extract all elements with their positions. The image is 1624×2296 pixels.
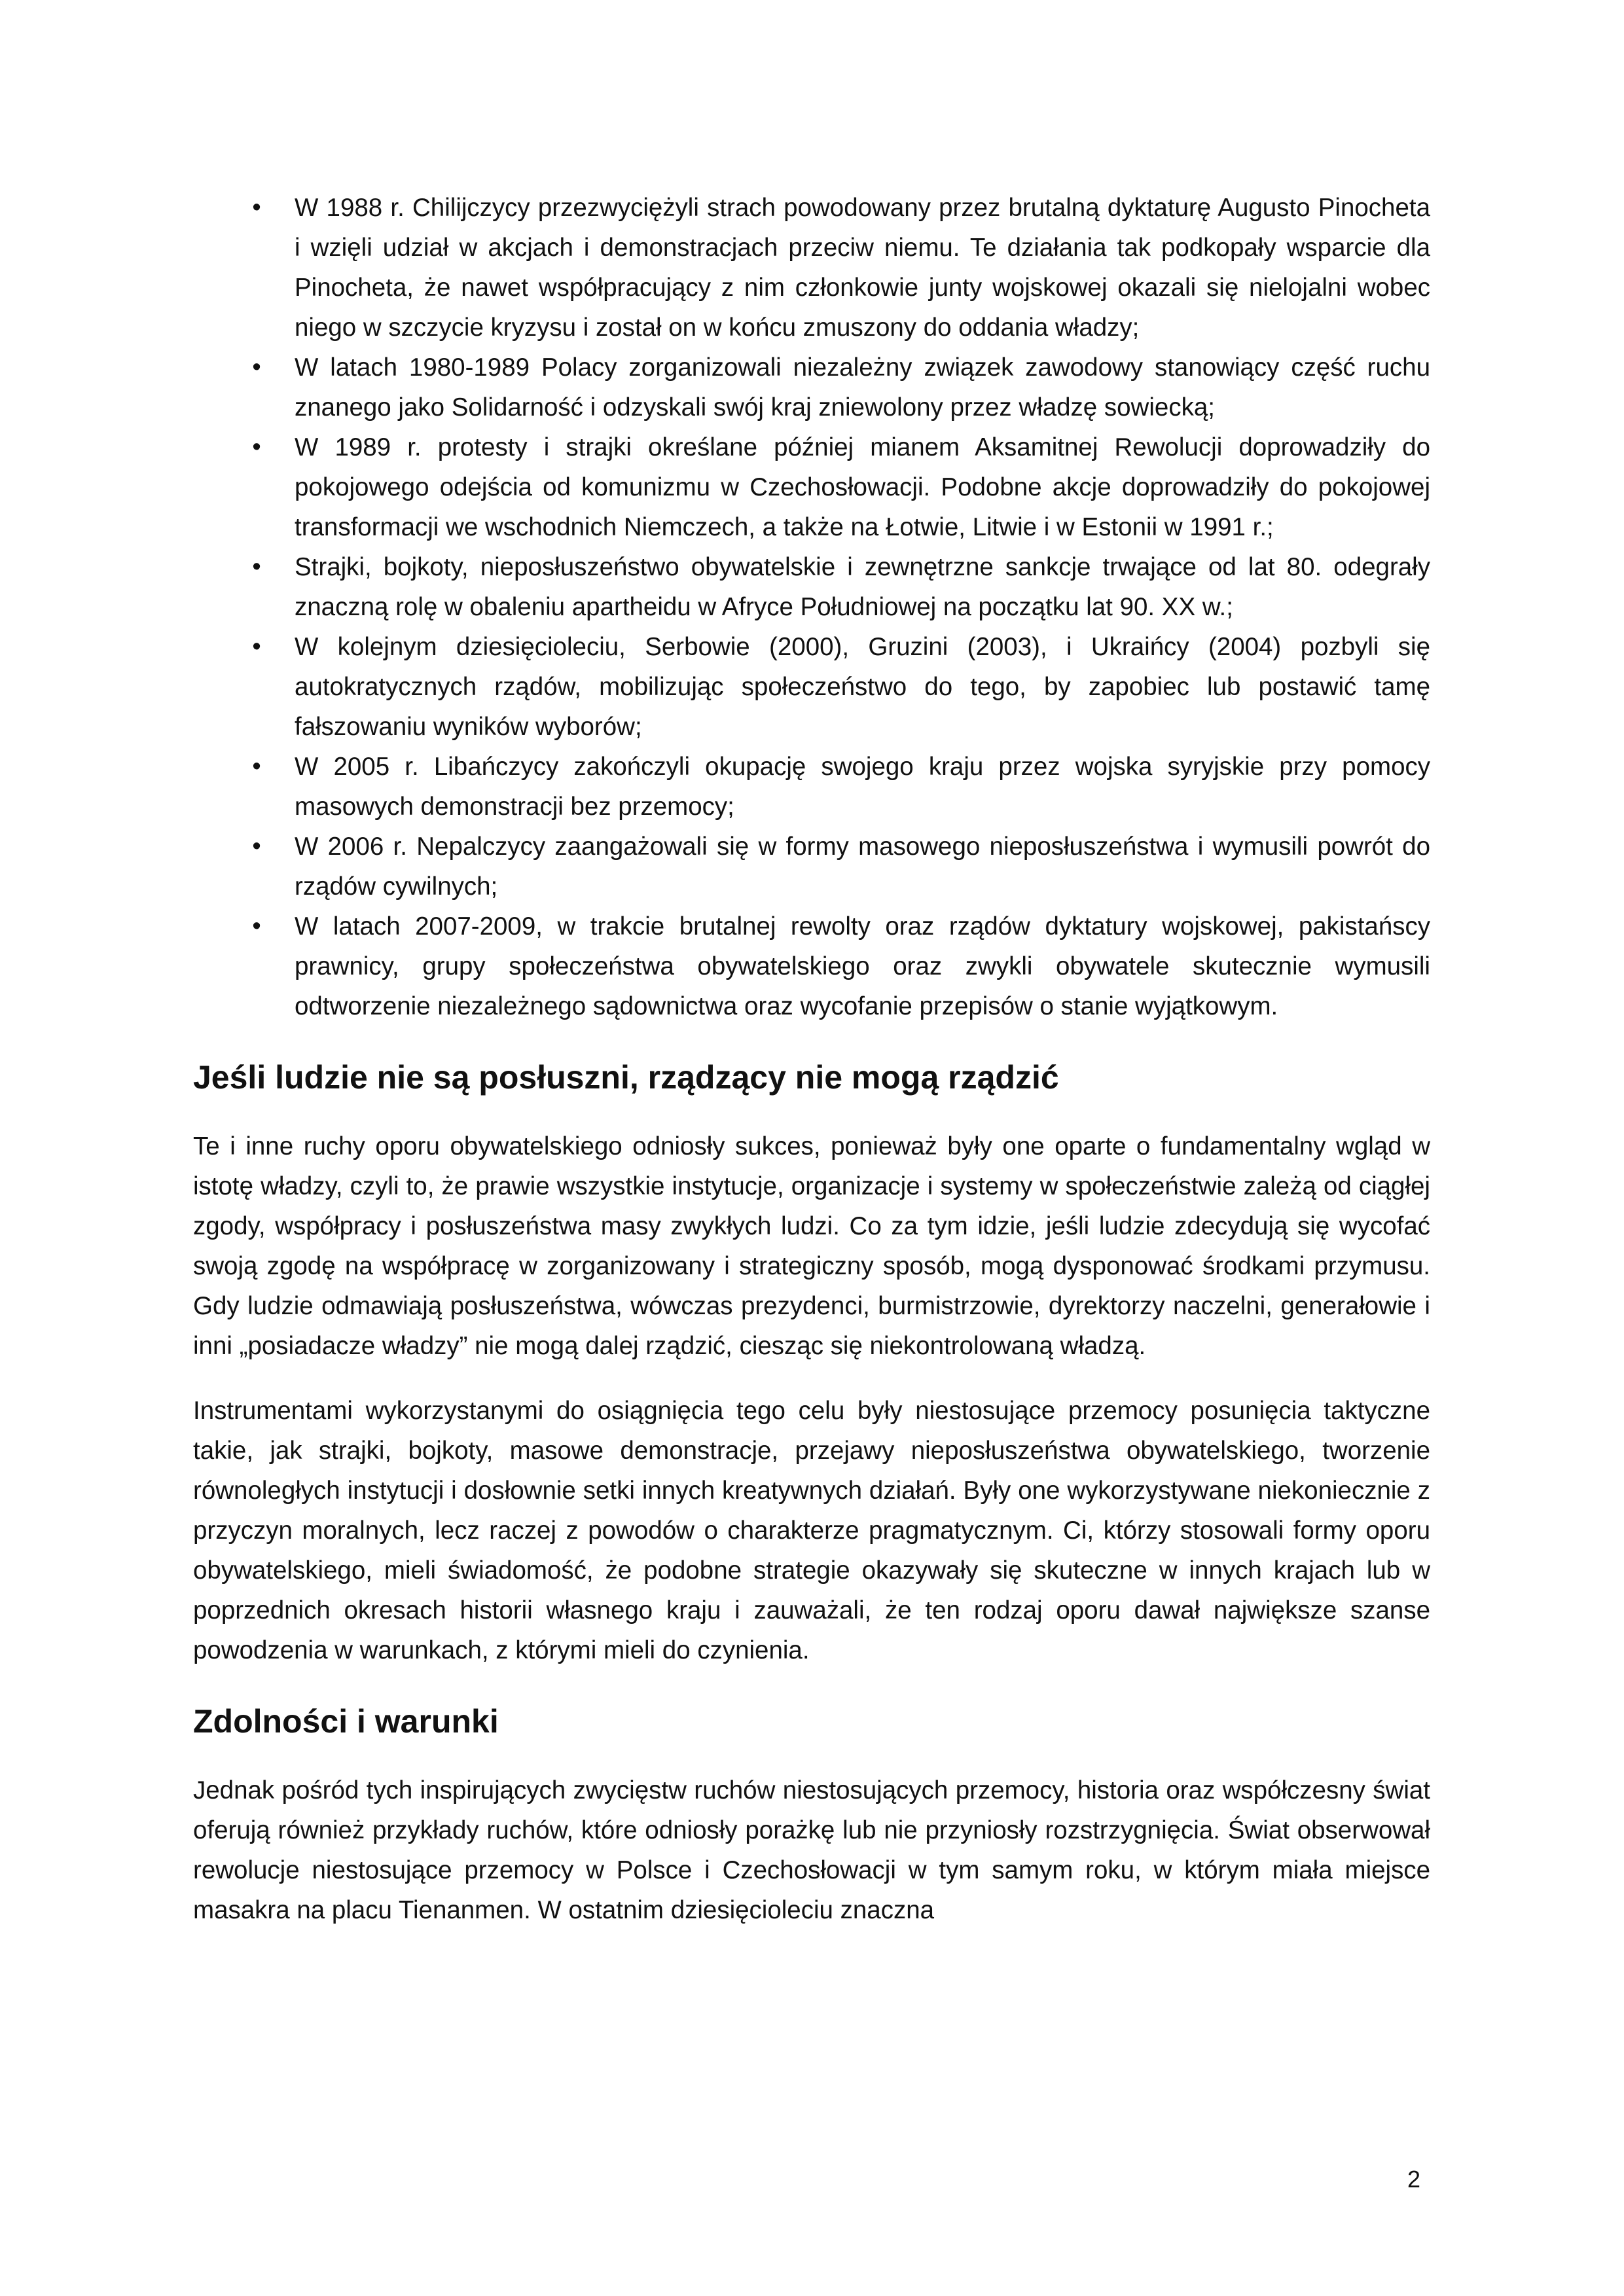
list-item xyxy=(193,747,1430,827)
paragraph: Instrumentami wykorzystanymi do osiągnięcia tego celu były niestosujące przemocy posunięcia taktyczne takie, jak strajki, bojkoty, masowe demonstracje, przejawy nieposłuszeństwa obywatelskiego, tworzenie równoległych instytucji i dosłownie setki innych kreatywnych działań. Były one wykorzystywane niekoniecznie z przyczyn moralnych, lecz raczej z powodów o charakterze pragmatycznym. Ci, którzy stosowali formy oporu obywatelskiego, mieli świadomość, że podobne strategie okazywały się skuteczne w innych krajach lub w poprzednich okresach historii własnego kraju i zauważali, że ten rodzaj oporu dawał największe szanse powodzenia w warunkach, z którymi mieli do czynienia. xyxy=(193,1397,1430,1664)
list-item xyxy=(193,188,1430,348)
bullet-icon: • xyxy=(252,753,261,780)
bullet-icon: • xyxy=(252,633,261,660)
list-item xyxy=(193,627,1430,747)
bullet-icon: • xyxy=(252,353,261,381)
list-item-text: W 2006 r. Nepalczycy zaangażowali się w formy masowego nieposłuszeństwa i wymusili powrót do rządów cywilnych; xyxy=(295,833,1430,901)
bullet-icon: • xyxy=(252,833,261,860)
paragraph: Te i inne ruchy oporu obywatelskiego odniosły sukces, ponieważ były one oparte o fundamentalny wgląd w istotę władzy, czyli to, że prawie wszystkie instytucje, organizacje i systemy w społeczeństwie zależą od ciągłej zgody, współpracy i posłuszeństwa masy zwykłych ludzi. Co za tym idzie, jeśli ludzie zdecydują się wycofać swoją zgodę na współpracę w zorganizowany i strategiczny sposób, mogą dysponować środkami przymusu. Gdy ludzie odmawiają posłuszeństwa, wówczas prezydenci, burmistrzowie, dyrektorzy naczelni, generałowie i inni „posiadacze władzy” nie mogą dalej rządzić, ciesząc się niekontrolowaną władzą. xyxy=(193,1132,1430,1360)
paragraph: Jednak pośród tych inspirujących zwycięstw ruchów niestosujących przemocy, historia oraz współczesny świat oferują również przykłady ruchów, które odniosły porażkę lub nie przyniosły rozstrzygnięcia. Świat obserwował rewolucje niestosujące przemocy w Polsce i Czechosłowacji w tym samym roku, w którym miała miejsce masakra na placu Tienanmen. W ostatnim dziesięcioleciu znaczna xyxy=(193,1776,1430,1924)
list-item-text: W latach 1980-1989 Polacy zorganizowali niezależny związek zawodowy stanowiący część ruchu znanego jako Solidarność i odzyskali swój kraj zniewolony przez władzę sowiecką; xyxy=(295,353,1430,422)
list-item xyxy=(193,348,1430,427)
bullet-icon: • xyxy=(252,912,261,940)
list-item-text: W 1989 r. protesty i strajki określane później mianem Aksamitnej Rewolucji doprowadziły do pokojowego odejścia od komunizmu w Czechosłowacji. Podobne akcje doprowadziły do pokojowej transformacji we wschodnich Niemczech, a także na Łotwie, Litwie i w Estonii w 1991 r.; xyxy=(295,433,1430,541)
document-page xyxy=(193,188,1430,1930)
bullet-icon: • xyxy=(252,433,261,461)
bullet-icon: • xyxy=(252,194,261,221)
bullet-list xyxy=(193,188,1430,1026)
bullet-icon: • xyxy=(252,553,261,581)
section-heading-obedience: Jeśli ludzie nie są posłuszni, rządzący nie mogą rządzić xyxy=(193,1059,1059,1096)
list-item-text: Strajki, bojkoty, nieposłuszeństwo obywatelskie i zewnętrzne sankcje trwające od lat 80. odegrały znaczną rolę w obaleniu apartheidu w Afryce Południowej na początku lat 90. XX w.; xyxy=(295,553,1430,621)
list-item-text: W latach 2007-2009, w trakcie brutalnej rewolty oraz rządów dyktatury wojskowej, pakistańscy prawnicy, grupy społeczeństwa obywatelskiego oraz zwykli obywatele skutecznie wymusili odtworzenie niezależnego sądownictwa oraz wycofanie przepisów o stanie wyjątkowym. xyxy=(295,912,1430,1020)
list-item xyxy=(193,427,1430,547)
list-item xyxy=(193,827,1430,906)
list-item-text: W kolejnym dziesięcioleciu, Serbowie (2000), Gruzini (2003), i Ukraińcy (2004) pozbyli się autokratycznych rządów, mobilizując społeczeństwo do tego, by zapobiec lub postawić tamę fałszowaniu wyników wyborów; xyxy=(295,633,1430,741)
page-number: 2 xyxy=(1407,2166,1421,2193)
list-item-text: W 1988 r. Chilijczycy przezwyciężyli strach powodowany przez brutalną dyktaturę Augusto Pinocheta i wzięli udział w akcjach i demonstracjach przeciw niemu. Te działania tak podkopały wsparcie dla Pinocheta, że nawet współpracujący z nim członkowie junty wojskowej okazali się nielojalni wobec niego w szczycie kryzysu i został on w końcu zmuszony do oddania władzy; xyxy=(295,194,1430,342)
list-item xyxy=(193,906,1430,1026)
list-item-text: W 2005 r. Libańczycy zakończyli okupację swojego kraju przez wojska syryjskie przy pomocy masowych demonstracji bez przemocy; xyxy=(295,753,1430,821)
section-heading-capabilities: Zdolności i warunki xyxy=(193,1703,499,1740)
list-item xyxy=(193,547,1430,627)
